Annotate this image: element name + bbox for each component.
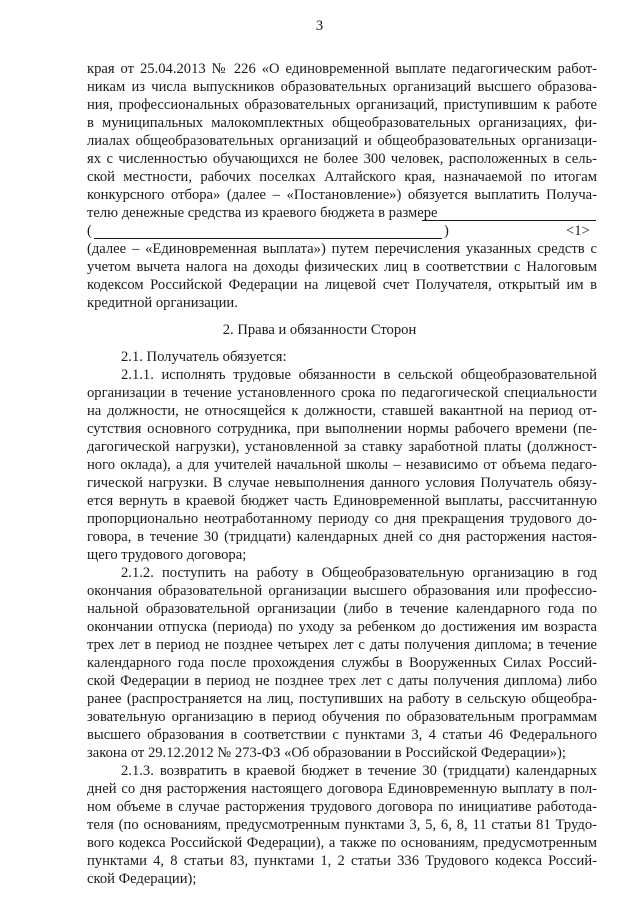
text-line: телю денежные средства из краевого бюджета в размере [87, 205, 438, 221]
footnote-mark: <1> [566, 223, 590, 239]
text-line: ях с численностью обучающихся не более 300 человек, расположенных в сель- [87, 151, 597, 167]
text-line: ранее (распространяется на лиц, поступивших на работу в сельскую общеобра- [87, 691, 597, 707]
text-line: конкурсного отбора» (далее – «Постановление») обязуется выплатить Получа- [87, 187, 597, 203]
text-line: вого кодекса Российской Федерации), а также по основаниям, предусмотренным [87, 835, 597, 851]
text-line: дагогической нагрузки), установленной за ставку заработной платы (должност- [87, 439, 597, 455]
text-line: 2.1. Получатель обязуется: [121, 349, 287, 365]
text-line: никам из числа выпускников образовательных организаций высшего образова- [87, 79, 597, 95]
text-line: сутствия основного сотрудника, при выполнении нормы рабочего времени (пе- [87, 421, 597, 437]
text-line: кодексом Российской Федерации на лицевой счет Получателя, открытый им в [87, 277, 597, 293]
text-line: организации в течение установленного срока по педагогической специальности [87, 385, 597, 401]
text-line: нальной образовательной организации (либо в течение календарного года по [87, 601, 597, 617]
text-line: ется вернуть в краевой бюджет часть Единовременной выплаты, рассчитанную [87, 493, 597, 509]
text-line: на должности, не относящейся к должности, ставшей вакантной на период от- [87, 403, 597, 419]
text-line: пропорционально неотработанному периоду со дня прекращения трудового до- [87, 511, 597, 527]
text-line: закона от 29.12.2012 № 273-ФЗ «Об образовании в Российской Федерации»); [87, 745, 566, 761]
text-line: ской Федерации); [87, 871, 197, 887]
text-line: ния, профессиональных образовательных организаций, приступившим к работе [87, 97, 597, 113]
page-number: 3 [315, 18, 324, 34]
amount-words-blank [94, 238, 442, 239]
text-line: ской местности, рабочих поселках Алтайского края, назначаемой по итогам [87, 169, 597, 185]
text-line: щего трудового договора; [87, 547, 247, 563]
text-line: календарного года после прохождения службы в Вооруженных Силах Россий- [87, 655, 597, 671]
text-line: теля (по основаниям, предусмотренным пунктами 3, 5, 6, 8, 11 статьи 81 Трудо- [87, 817, 597, 833]
text-line: дней со дня расторжения настоящего договора Единовременную выплату в пол- [87, 781, 597, 797]
text-line: лиалах общеобразовательных организаций и общеобразовательных организаци- [87, 133, 597, 149]
text-line: ного оклада), а для учителей начальной школы – независимо от объема педаго- [87, 457, 597, 473]
text-line: ном объеме в случае расторжения трудового договора по инициативе работода- [87, 799, 597, 815]
text-line: кредитной организации. [87, 295, 238, 311]
amount-blank [422, 220, 596, 221]
text-line: зовательную организацию в период обучения по образовательным программам [87, 709, 597, 725]
text-line: учетом вычета налога на доходы физических лиц в соответствии с Налоговым [87, 259, 597, 275]
text-line: гической нагрузки. В случае невыполнения данного условия Получатель обязу- [87, 475, 597, 491]
text-line: окончания образовательной организации высшего образования или профессио- [87, 583, 597, 599]
text-line: края от 25.04.2013 № 226 «О единовременной выплате педагогическим работ- [87, 61, 597, 77]
text-line: говора, в течение 30 (тридцати) календарных дней со дня расторжения настоя- [87, 529, 597, 545]
text-line: 2.1.2. поступить на работу в Общеобразовательную организацию в год [121, 565, 597, 581]
text-line: высшего образования в соответствии с пунктами 3, 4 статьи 46 Федерального [87, 727, 597, 743]
text-line: ской Федерации в период не позднее трех лет с даты получения диплома) либо [87, 673, 597, 689]
text-line: (далее – «Единовременная выплата») путем перечисления указанных средств с [87, 241, 597, 257]
text-line: 2.1.1. исполнять трудовые обязанности в сельской общеобразовательной [121, 367, 597, 383]
section-heading: 2. Права и обязанности Сторон [222, 322, 417, 338]
text-line: 2.1.3. возвратить в краевой бюджет в течение 30 (тридцати) календарных [121, 763, 597, 779]
text-line: пунктами 4, 8 статьи 83, пунктами 1, 2 статьи 336 Трудового кодекса Россий- [87, 853, 597, 869]
text-line: трех лет в период не позднее четырех лет с даты получения диплома; в течение [87, 637, 597, 653]
text-line: в муниципальных малокомплектных общеобразовательных организациях, фи- [87, 115, 597, 131]
amount-close-paren: ) [444, 223, 449, 239]
amount-open-paren: ( [87, 223, 92, 239]
text-line: окончании отпуска (периода) по уходу за ребенком до достижения им возраста [87, 619, 597, 635]
